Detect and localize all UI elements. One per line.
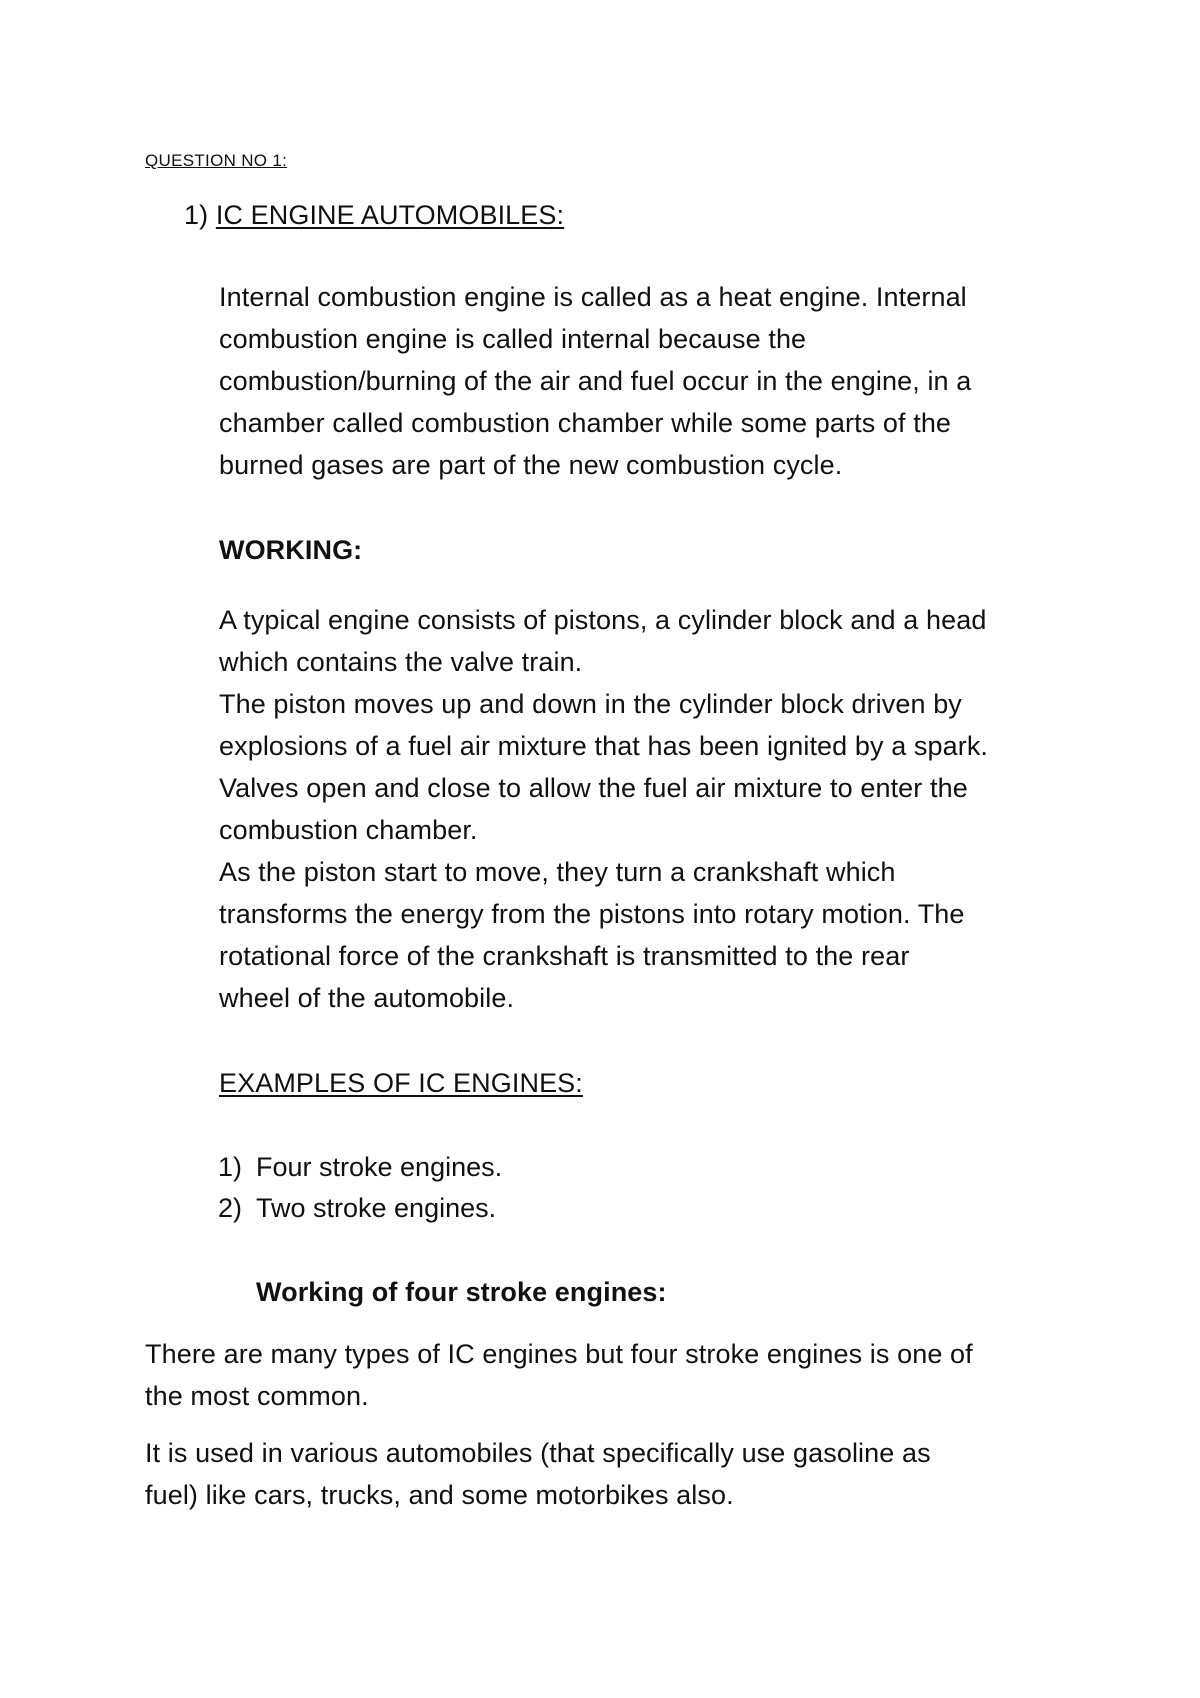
closing-line: fuel) like cars, trucks, and some motorbikes also.	[145, 1480, 734, 1510]
intro-line: Internal combustion engine is called as a heat engine. Internal	[219, 282, 967, 312]
working-line: The piston moves up and down in the cylinder block driven by	[219, 689, 962, 719]
working-line: which contains the valve train.	[219, 647, 583, 677]
list-item-text: Two stroke engines.	[256, 1193, 497, 1223]
list-item	[218, 1191, 496, 1225]
working-heading: WORKING:	[219, 535, 363, 565]
working-line: A typical engine consists of pistons, a cylinder block and a head	[219, 605, 987, 635]
working-line: rotational force of the crankshaft is transmitted to the rear	[219, 941, 910, 971]
list-item-number: 2)	[218, 1193, 243, 1223]
list-item	[218, 1150, 502, 1184]
working-line: explosions of a fuel air mixture that has been ignited by a spark.	[219, 731, 989, 761]
four-stroke-heading: Working of four stroke engines:	[256, 1277, 667, 1307]
closing-line: the most common.	[145, 1381, 369, 1411]
section-title: IC ENGINE AUTOMOBILES:	[215, 200, 565, 230]
working-line: wheel of the automobile.	[219, 983, 515, 1013]
intro-line: combustion/burning of the air and fuel occur in the engine, in a	[219, 366, 972, 396]
section-heading	[184, 198, 564, 232]
intro-line: combustion engine is called internal because the	[219, 324, 807, 354]
list-item-number: 1)	[218, 1152, 243, 1182]
closing-line: It is used in various automobiles (that specifically use gasoline as	[145, 1438, 931, 1468]
section-number: 1)	[184, 200, 209, 230]
intro-line: burned gases are part of the new combustion cycle.	[219, 450, 843, 480]
closing-line: There are many types of IC engines but four stroke engines is one of	[145, 1339, 973, 1369]
question-label: QUESTION NO 1:	[145, 151, 288, 170]
intro-line: chamber called combustion chamber while some parts of the	[219, 408, 952, 438]
list-item-text: Four stroke engines.	[256, 1152, 503, 1182]
working-line: combustion chamber.	[219, 815, 478, 845]
working-line: Valves open and close to allow the fuel air mixture to enter the	[219, 773, 968, 803]
working-line: As the piston start to move, they turn a crankshaft which	[219, 857, 896, 887]
examples-heading: EXAMPLES OF IC ENGINES:	[219, 1068, 583, 1098]
working-line: transforms the energy from the pistons into rotary motion. The	[219, 899, 965, 929]
